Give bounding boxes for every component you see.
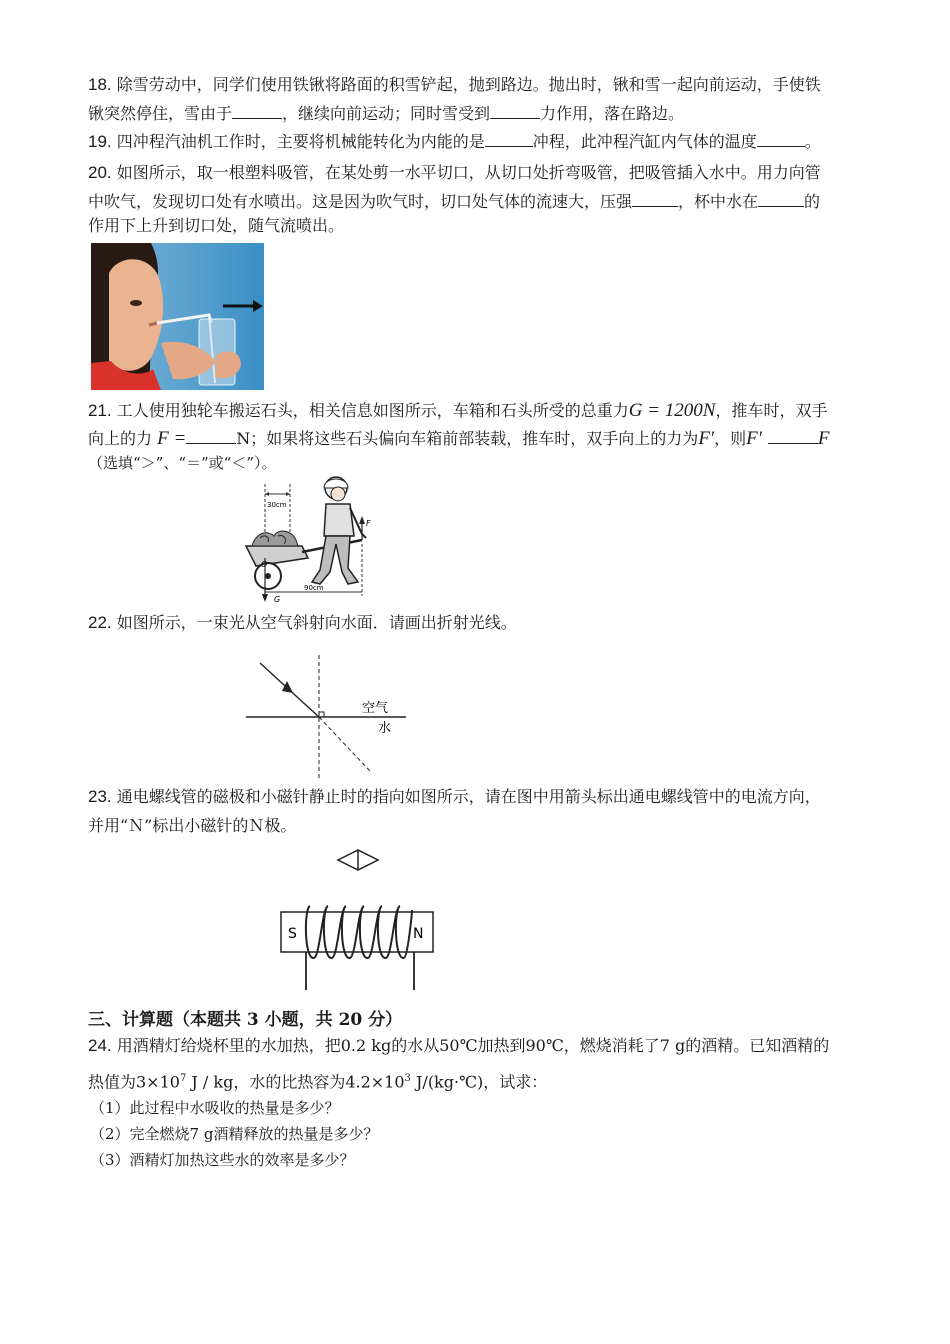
- q24-line1: [88, 1035, 829, 1057]
- air-label: 空气: [362, 701, 389, 716]
- q18-line1: [88, 74, 821, 96]
- straw-experiment-photo: [91, 243, 264, 390]
- q24-text-1: 用酒精灯给烧杯里的水加热，把0.2 kg的水从50℃加热到90℃，燃烧消耗了7 g的酒精。已知酒精的: [116, 1036, 830, 1055]
- q24-subquestion-1: （1）此过程中水吸收的热量是多少？: [90, 1099, 340, 1117]
- solenoid-figure: [276, 848, 438, 993]
- dimension-label-30cm: 30cm: [267, 501, 287, 509]
- q20-text-3: 作用下上升到切口处，随气流喷出。: [88, 216, 345, 235]
- exponent: 3: [404, 1073, 411, 1084]
- q19-line: [88, 131, 821, 153]
- q18-text-1: 除雪劳动中，同学们使用铁锹将路面的积雪铲起，抛到路边。抛出时，锹和雪一起向前运动，手使铁: [116, 75, 821, 94]
- q24-subquestion-3: （3）酒精灯加热这些水的效率是多少？: [90, 1151, 355, 1169]
- q21-text-1a: 工人使用独轮车搬运石头，相关信息如图所示，车箱和石头所受的总重力: [116, 401, 629, 420]
- q18-text-2a: 锹突然停住，雪由于: [88, 104, 233, 123]
- q21-line2: [88, 428, 829, 450]
- q23-text-1: 通电螺线管的磁极和小磁针静止时的指向如图所示，请在图中用箭头标出通电螺线管中的电流方向，: [116, 787, 821, 806]
- answer-blank[interactable]: [232, 104, 282, 119]
- q18-line2: [88, 103, 684, 125]
- force-prime-symbol: F′: [746, 428, 762, 449]
- answer-blank[interactable]: [758, 192, 804, 207]
- question-number: 18.: [88, 75, 112, 94]
- gravity-label-G: G: [274, 595, 281, 604]
- q24-subquestion-2: （2）完全燃烧7 g酒精释放的热量是多少？: [90, 1125, 379, 1143]
- q24-text-2b: J / kg，水的比热容为4.2×10: [186, 1072, 405, 1092]
- dimension-label-90cm: 90cm: [304, 584, 324, 592]
- q19-text-2: 冲程，此冲程汽缸内气体的温度: [532, 132, 757, 151]
- q24-text-2a: 热值为3×10: [88, 1072, 180, 1092]
- q20-text-1: 如图所示，取一根塑料吸管，在某处剪一水平切口，从切口处折弯吸管，把吸管插入水中。用力向管: [116, 163, 821, 182]
- water-label: 水: [378, 721, 392, 736]
- section-heading: 三、计算题（本题共 3 小题，共 20 分）: [88, 1010, 403, 1030]
- q21-text-2a: 向上的力: [88, 429, 153, 448]
- q24-text-2c: J/(kg·℃)，试求：: [410, 1072, 548, 1092]
- q23-text-2: 并用“Ｎ”标出小磁针的Ｎ极。: [88, 816, 297, 835]
- q21-text-2b: N；如果将这些石头偏向车箱前部装载，推车时，双手向上的力为: [236, 429, 699, 448]
- q21-text-3: （选填“＞”、“＝”或“＜”）。: [88, 454, 277, 472]
- answer-blank[interactable]: [757, 132, 805, 147]
- q18-text-2b: ，继续向前运动；同时雪受到: [282, 104, 491, 123]
- q21-text-2c: ，则: [714, 429, 747, 448]
- question-number: 19.: [88, 132, 112, 151]
- force-symbol: F: [817, 428, 830, 449]
- q22-text: 如图所示，一束光从空气斜射向水面．请画出折射光线。: [116, 613, 517, 632]
- wheelbarrow-figure: [238, 474, 388, 606]
- force-label-F: F: [366, 519, 371, 528]
- answer-blank[interactable]: [485, 132, 533, 147]
- q20-text-2c: 的: [804, 192, 821, 211]
- q23-line2: [88, 815, 296, 837]
- refraction-figure: [246, 655, 406, 780]
- q19-text-3: 。: [804, 132, 821, 151]
- pivot-label-O: O: [261, 560, 268, 569]
- q20-text-2b: ，杯中水在: [678, 192, 759, 211]
- q20-text-2a: 中吹气，发现切口处有水喷出。这是因为吹气时，切口处气体的流速大，压强: [88, 192, 633, 211]
- q20-line3: [88, 215, 344, 237]
- q21-line1: [88, 400, 827, 422]
- q23-line1: [88, 786, 821, 808]
- q19-text-1: 四冲程汽油机工作时，主要将机械能转化为内能的是: [116, 132, 485, 151]
- force-prime-symbol: F′: [698, 428, 715, 449]
- q21-line3: [88, 452, 277, 474]
- question-number: 24.: [88, 1036, 112, 1055]
- question-number: 23.: [88, 787, 112, 806]
- q20-line1: [88, 162, 821, 184]
- answer-blank[interactable]: [632, 192, 678, 207]
- exponent: 7: [179, 1073, 187, 1084]
- q24-line2: [88, 1068, 547, 1093]
- q20-line2: [88, 191, 820, 213]
- answer-blank[interactable]: [768, 429, 818, 444]
- answer-blank[interactable]: [186, 429, 236, 444]
- force-symbol: F =: [157, 428, 187, 449]
- north-pole-label: N: [413, 926, 424, 942]
- question-number: 20.: [88, 163, 112, 182]
- gravity-value: G = 1200N: [628, 400, 716, 421]
- question-number: 22.: [88, 613, 112, 632]
- south-pole-label: S: [288, 926, 297, 942]
- q18-text-2c: 力作用，落在路边。: [540, 104, 685, 123]
- q22-line: [88, 612, 517, 634]
- q21-text-1b: ，推车时，双手: [715, 401, 828, 420]
- question-number: 21.: [88, 401, 112, 420]
- answer-blank[interactable]: [490, 104, 540, 119]
